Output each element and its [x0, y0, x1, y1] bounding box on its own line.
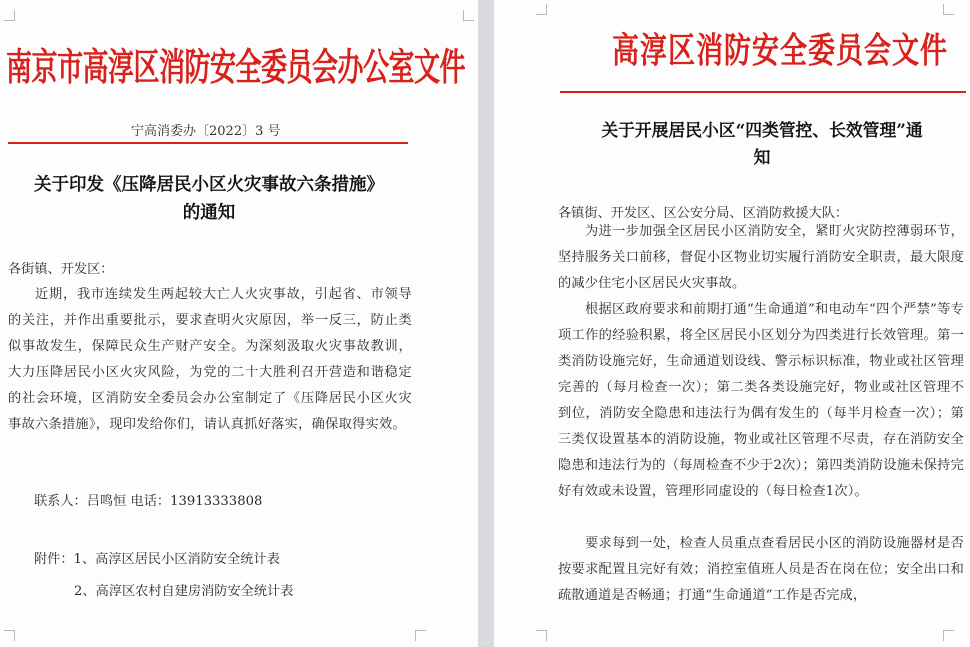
right-doc-para-2: 根据区政府要求和前期打通“生命通道”和电动车“四个严禁”等专项工作的经验积累，将全区居民小区划分为四类进行长效管理。第一类消防设施完好，生命通道划设线、警示标识标准，物业或社区管理完善的（每月检查一次）；第二类各类设施完好，物业或社区管理不到位，消防安全隐患和违法行为偶有发生的（每半月检查一次）；第三类仅设置基本的消防设施，物业或社区管理不尽责，存在消防安全隐患和违法行为的（每周检查不少于2次）；第四类消防设施未保持完好有效或未设置，管理形同虚设的（每日检查1次）。	[558, 302, 964, 499]
right-doc-header: 高淳区消防安全委员会文件	[612, 31, 948, 72]
left-doc-title-line1: 关于印发《压降居民小区火灾事故六条措施》	[34, 175, 384, 195]
left-doc-attachment-2: 2、高淳区农村自建房消防安全统计表	[74, 584, 294, 599]
page-corner-mark	[4, 10, 15, 21]
right-doc-title-line2: 知	[753, 147, 771, 167]
right-doc-para-1: 为进一步加强全区居民小区消防安全，紧盯火灾防控薄弱环节，坚持服务关口前移，督促小区物业切实履行消防安全职责，最大限度的减少住宅小区居民火灾事故。	[558, 224, 964, 291]
left-doc-salutation: 各街镇、开发区：	[8, 262, 114, 277]
page-corner-mark	[943, 4, 954, 15]
page-corner-mark	[943, 630, 954, 641]
left-doc-title-line2: 的通知	[182, 203, 236, 223]
left-document-page	[0, 0, 478, 647]
left-doc-header: 南京市高淳区消防安全委员会办公室文件	[6, 46, 466, 91]
left-doc-number: 宁高消委办〔2022〕3 号	[131, 124, 281, 139]
left-doc-contact: 联系人：吕鸣恒 电话：13913333808	[34, 494, 263, 509]
left-doc-body: 近期，我市连续发生两起较大亡人火灾事故，引起省、市领导的关注，并作出重要批示，要求查明火灾原因，举一反三，防止类似事故发生，保障民众生产财产安全。为深刻汲取火灾事故教训，大力压降居民小区火灾风险，为党的二十大胜利召开营造和谐稳定的社会环境，区消防安全委员会办公室制定了《压降居民小区火灾事故六条措施》，现印发给你们，请认真抓好落实，确保取得实效。	[8, 287, 412, 432]
page-corner-mark	[536, 630, 547, 641]
page-corner-mark	[463, 10, 474, 21]
right-doc-para-3: 要求每到一处，检查人员重点查看居民小区的消防设施器材是否按要求配置且完好有效；消控室值班人员是否在岗在位；安全出口和疏散通道是否畅通；打通“生命通道”工作是否完成，	[558, 536, 964, 603]
right-red-rule	[560, 91, 966, 93]
left-doc-attachment-1: 附件：1、高淳区居民小区消防安全统计表	[34, 552, 280, 567]
page-corner-mark	[536, 4, 547, 15]
right-doc-title-line1: 关于开展居民小区“四类管控、长效管理”通	[601, 120, 923, 140]
right-doc-salutation: 各镇街、开发区、区公安分局、区消防救援大队：	[558, 206, 849, 221]
left-red-rule	[8, 142, 408, 144]
page-corner-mark	[415, 630, 426, 641]
right-document-page	[494, 0, 970, 647]
page-corner-mark	[4, 630, 15, 641]
